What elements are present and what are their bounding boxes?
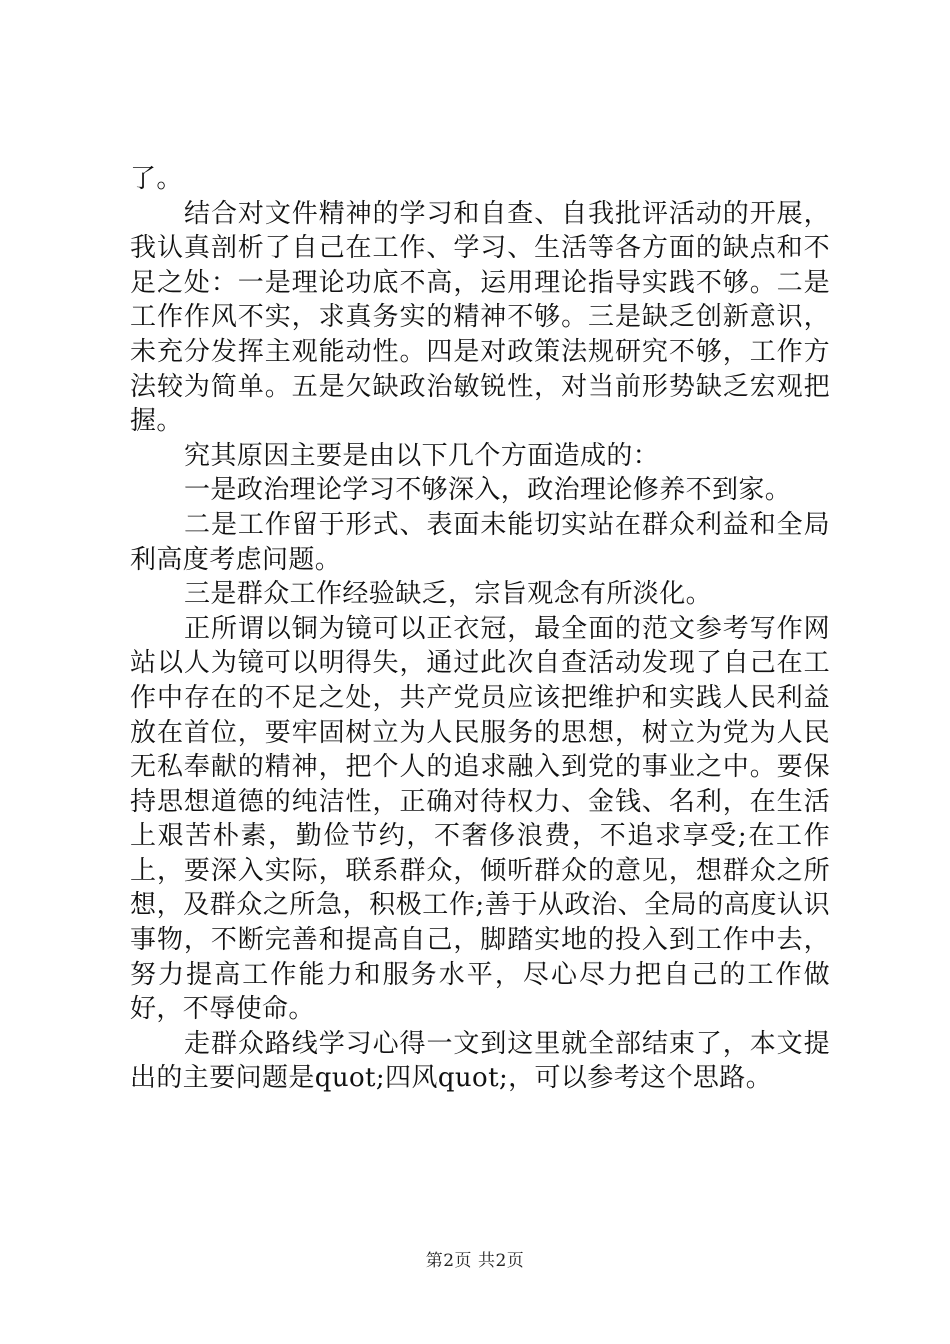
page-number-footer: 第2页 共2页 (425, 1251, 525, 1271)
paragraph: 二是工作留于形式、表面未能切实站在群众利益和全局利高度考虑问题。 (130, 509, 830, 575)
paragraph: 究其原因主要是由以下几个方面造成的： (184, 440, 660, 471)
document-body (130, 162, 830, 1096)
paragraph: 了。 (130, 164, 183, 194)
paragraph: 一是政治理论学习不够深入，政治理论修养不到家。 (184, 475, 792, 506)
paragraph: 正所谓以铜为镜可以正衣冠，最全面的范文参考写作网站以人为镜可以明得失，通过此次自查活动发现了自己在工作中存在的不足之处，共产党员应该把维护和实践人民利益放在首位，要牢固树立为人民服务的思想，树立为党为人民无私奉献的精神，把个人的追求融入到党的事业之中。要保持思想道德的纯洁性，正确对待权力、金钱、名利，在生活上艰苦朴素，勤俭节约，不奢侈浪费，不追求享受;在工作上，要深入实际，联系群众，倾听群众的意见，想群众之所想，及群众之所急，积极工作;善于从政治、全局的高度认识事物，不断完善和提高自己，脚踏实地的投入到工作中去，努力提高工作能力和服务水平，尽心尽力把自己的工作做好，不辱使命。 (130, 613, 830, 1025)
paragraph: 走群众路线学习心得一文到这里就全部结束了，本文提出的主要问题是quot;四风quot;，可以参考这个思路。 (130, 1028, 830, 1094)
paragraph: 三是群众工作经验缺乏，宗旨观念有所淡化。 (184, 579, 713, 610)
paragraph: 结合对文件精神的学习和自查、自我批评活动的开展，我认真剖析了自己在工作、学习、生活等各方面的缺点和不足之处：一是理论功底不高，运用理论指导实践不够。二是工作作风不实，求真务实的精神不够。三是缺乏创新意识，未充分发挥主观能动性。四是对政策法规研究不够，工作方法较为简单。五是欠缺政治敏锐性，对当前形势缺乏宏观把握。 (130, 198, 830, 437)
